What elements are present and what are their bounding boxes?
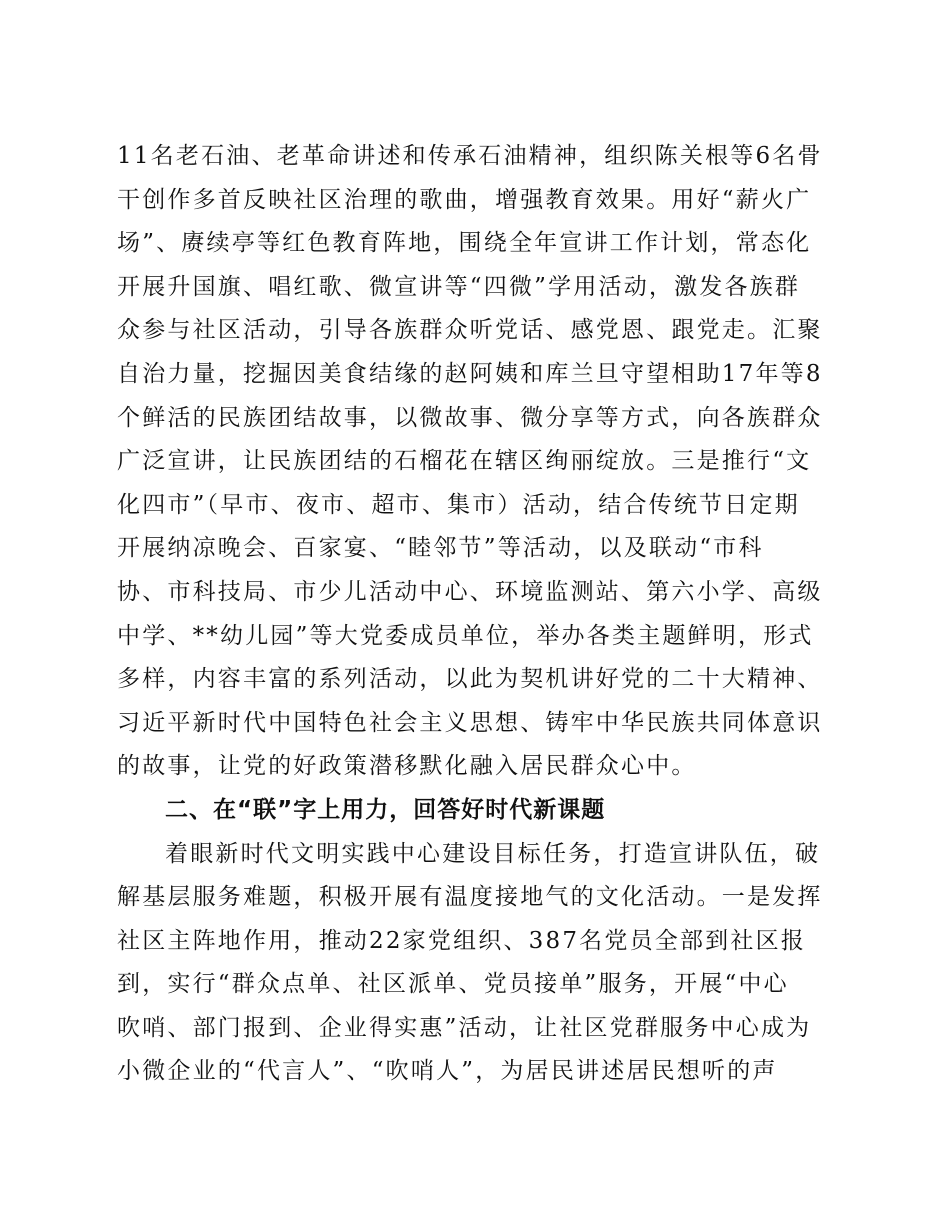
- text-line: 自治力量，挖掘因美食结缘的赵阿姨和库兰旦守望相助17年等8: [117, 360, 823, 387]
- document-body: [117, 135, 823, 1094]
- text-line: 众参与社区活动，引导各族群众听党话、感党恩、跟党走。汇聚: [117, 317, 823, 344]
- text-line: 化四市”（早市、夜市、超市、集市）活动，结合传统节日定期: [117, 491, 800, 518]
- text-line: 个鲜活的民族团结故事，以微故事、微分享等方式，向各族群众: [117, 404, 823, 431]
- text-line: 小微企业的“代言人”、“吹哨人”，为居民讲述居民想听的声: [117, 1058, 778, 1085]
- text-line: 场”、赓续亭等红色教育阵地，围绕全年宣讲工作计划，常态化: [117, 230, 812, 257]
- text-line: 习近平新时代中国特色社会主义思想、铸牢中华民族共同体意识: [117, 709, 823, 736]
- section-heading: 二、在“联”字上用力，回答好时代新课题: [165, 796, 606, 823]
- text-line: 多样，内容丰富的系列活动，以此为契机讲好党的二十大精神、: [117, 666, 823, 693]
- text-line: 开展纳凉晚会、百家宴、“睦邻节”等活动，以及联动“市科: [117, 535, 764, 562]
- paragraph-2: [117, 833, 823, 1095]
- text-line: 干创作多首反映社区治理的歌曲，增强教育效果。用好“薪火广: [117, 186, 812, 213]
- text-line: 解基层服务难题，积极开展有温度接地气的文化活动。一是发挥: [117, 884, 823, 911]
- text-line: 社区主阵地作用，推动22家党组织、387名党员全部到社区报: [117, 927, 806, 954]
- text-line: 协、市科技局、市少儿活动中心、环境监测站、第六小学、高级: [117, 578, 823, 605]
- text-line: 开展升国旗、唱红歌、微宣讲等“四微”学用活动，激发各族群: [117, 273, 801, 300]
- text-line: 到，实行“群众点单、社区派单、党员接单”服务，开展“中心: [117, 971, 789, 998]
- text-line: 11名老石油、老革命讲述和传承石油精神，组织陈关根等6名骨: [117, 143, 823, 169]
- text-line: 着眼新时代文明实践中心建设目标任务，打造宣讲队伍，破: [165, 840, 821, 867]
- text-line: 的故事，让党的好政策潜移默化融入居民群众心中。: [117, 753, 697, 780]
- text-line: 中学、**幼儿园”等大党委成员单位，举办各类主题鲜明，形式: [117, 622, 814, 649]
- text-line: 吹哨、部门报到、企业得实惠”活动，让社区党群服务中心成为: [117, 1014, 812, 1041]
- text-line: 广泛宣讲，让民族团结的石榴花在辖区绚丽绽放。三是推行“文: [117, 448, 812, 475]
- paragraph-1: [117, 135, 823, 789]
